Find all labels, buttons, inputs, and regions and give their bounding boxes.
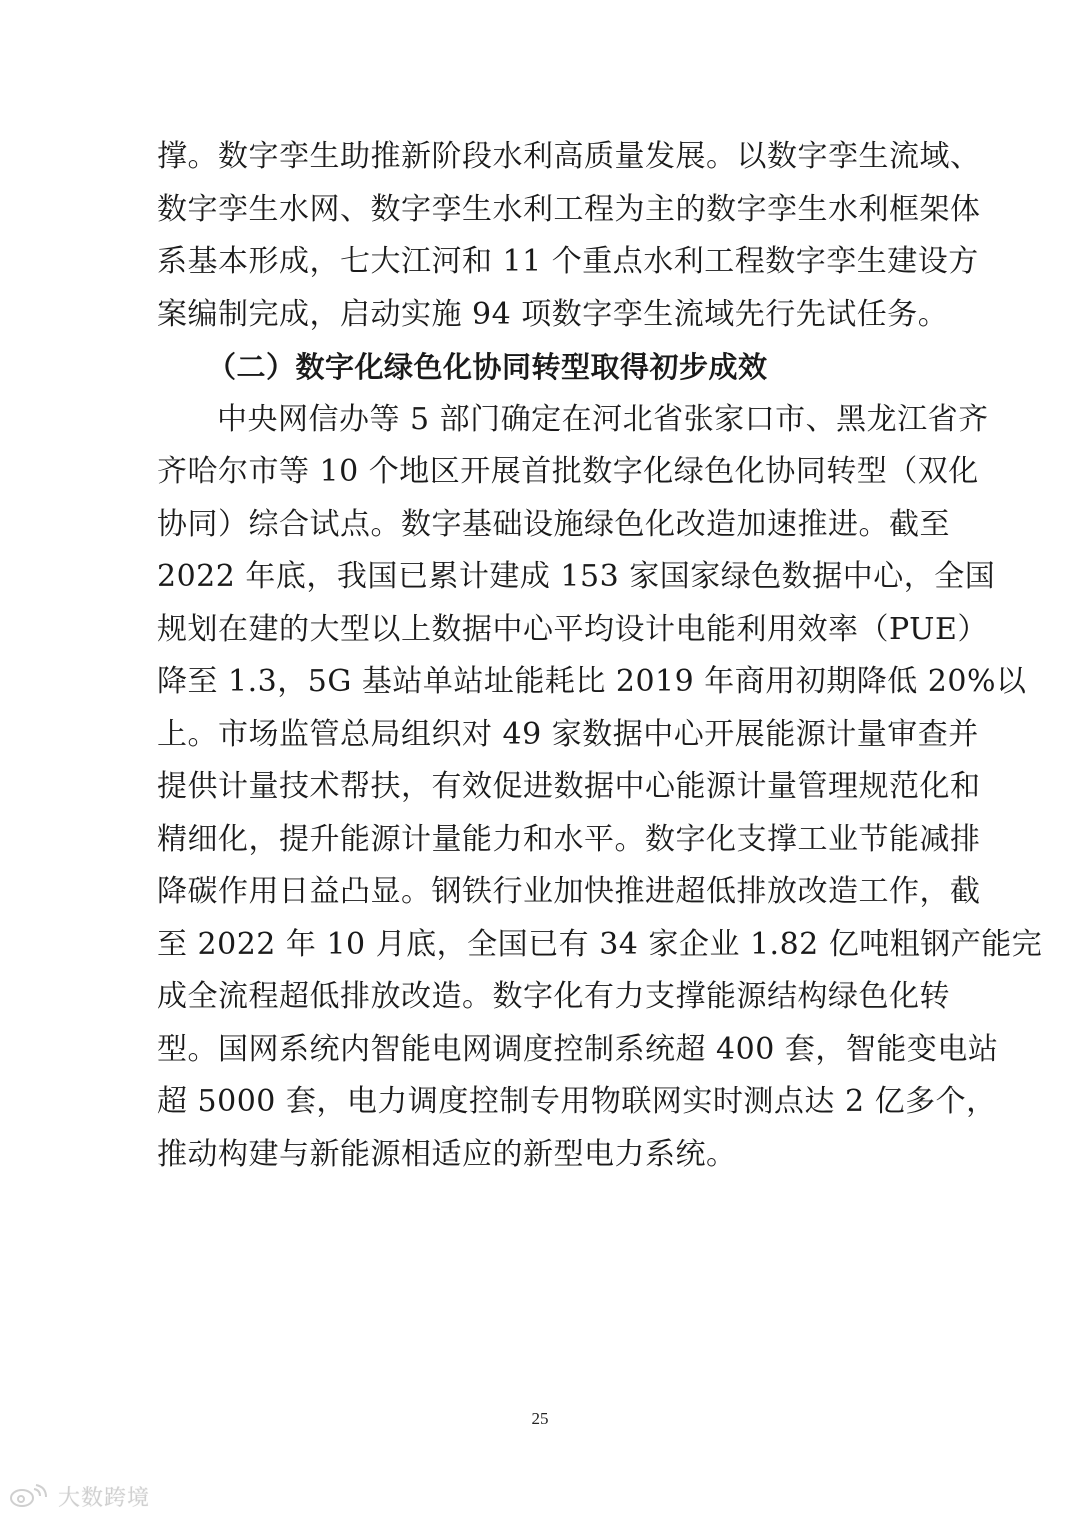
- paragraph-line: 齐哈尔市等 10 个地区开展首批数字化绿色化协同转型（双化: [157, 454, 979, 489]
- paragraph-line: 降碳作用日益凸显。钢铁行业加快推进超低排放改造工作，截: [157, 874, 981, 909]
- paragraph-line: 撑。数字孪生助推新阶段水利高质量发展。以数字孪生流域、: [157, 139, 981, 174]
- paragraph-line: 超 5000 套，电力调度控制专用物联网实时测点达 2 亿多个，: [157, 1084, 997, 1119]
- watermark-text: 大数跨境: [58, 1485, 151, 1511]
- paragraph-line: 案编制完成，启动实施 94 项数字孪生流域先行先试任务。: [157, 296, 949, 332]
- paragraph-line: 型。国网系统内智能电网调度控制系统超 400 套，智能变电站: [157, 1031, 999, 1067]
- paragraph-line: 2022 年底，我国已累计建成 153 家国家绿色数据中心，全国: [157, 559, 996, 594]
- paragraph-line: 协同）综合试点。数字基础设施绿色化改造加速推进。截至: [157, 506, 950, 542]
- paragraph-line: 推动构建与新能源相适应的新型电力系统。: [157, 1136, 737, 1172]
- body-text: [157, 131, 1043, 1181]
- paragraph-line: 中央网信办等 5 部门确定在河北省张家口市、黑龙江省齐: [217, 401, 989, 437]
- paragraph-line: 规划在建的大型以上数据中心平均设计电能利用效率（PUE）: [157, 611, 988, 647]
- paragraph-line: 上。市场监管总局组织对 49 家数据中心开展能源计量审查并: [157, 716, 979, 752]
- paragraph-line: 成全流程超低排放改造。数字化有力支撑能源结构绿色化转: [157, 979, 950, 1014]
- paragraph-line: 提供计量技术帮扶，有效促进数据中心能源计量管理规范化和: [157, 769, 981, 804]
- weibo-logo-icon: [8, 1483, 52, 1509]
- paragraph-line: 系基本形成，七大江河和 11 个重点水利工程数字孪生建设方: [157, 244, 979, 279]
- watermark: [8, 1476, 150, 1516]
- paragraph-line: 数字孪生水网、数字孪生水利工程为主的数字孪生水利框架体: [157, 191, 981, 227]
- paragraph-line: 降至 1.3，5G 基站单站址能耗比 2019 年商用初期降低 20%以: [157, 664, 1027, 699]
- section-heading: （二）数字化绿色化协同转型取得初步成效: [207, 350, 768, 384]
- paragraph-line: 至 2022 年 10 月底，全国已有 34 家企业 1.82 亿吨粗钢产能完: [157, 926, 1043, 962]
- page-number: 25: [531, 1409, 549, 1428]
- paragraph-line: 精细化，提升能源计量能力和水平。数字化支撑工业节能减排: [157, 821, 981, 857]
